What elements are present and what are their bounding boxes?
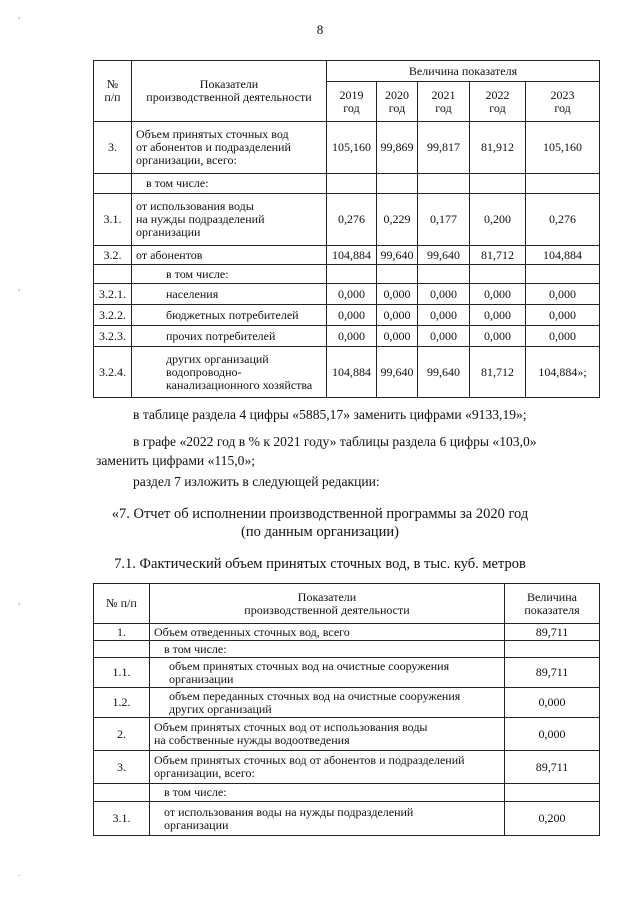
row-number: 1.2. [94,688,150,718]
row-indicator: от использования воды на нужды подразделений организации [150,802,505,836]
row-value: 0,177 [418,194,470,246]
row-indicator: объем переданных сточных вод на очистные сооружения других организаций [150,688,505,718]
row-indicator: Объем принятых сточных вод от использования воды на собственные нужды водоотведения [150,718,505,751]
table-row [94,246,600,265]
row-value: 0,000 [418,305,470,326]
table-row [94,122,600,174]
scan-mark: . [18,868,21,878]
row-value: 0,000 [418,326,470,347]
row-value: 0,000 [526,326,600,347]
header-year: 2019 год [327,82,377,122]
row-indicator: от использования воды на нужды подразделений организации [132,194,327,246]
section-heading: «7. Отчет об исполнении производственной программы за 2020 год [111,506,529,522]
row-number: 3.2.2. [94,305,132,326]
row-value: 0,000 [327,305,377,326]
row-indicator: населения [132,284,327,305]
row-value [377,174,418,194]
header-indicator: Показатели производственной деятельности [150,584,505,624]
row-number: 3.2.4. [94,347,132,398]
row-indicator: Объем принятых сточных вод от абонентов и подразделений организации, всего: [132,122,327,174]
paragraph: раздел 7 изложить в следующей редакции: [133,474,380,489]
row-number: 3.1. [94,194,132,246]
table-row [94,784,600,802]
row-value: 104,884 [526,246,600,265]
table-row [94,718,600,751]
row-value: 0,000 [470,326,526,347]
production-indicators-table [93,60,600,398]
row-number [94,784,150,802]
paragraph: в таблице раздела 4 цифры «5885,17» заменить цифрами «9133,19»; [133,407,527,422]
row-indicator: в том числе: [132,265,327,284]
row-value: 0,000 [377,284,418,305]
row-value: 99,869 [377,122,418,174]
row-indicator: от абонентов [132,246,327,265]
row-value [377,265,418,284]
row-indicator: Объем отведенных сточных вод, всего [150,624,505,641]
row-value: 0,000 [377,305,418,326]
table-row [94,688,600,718]
row-number: 1.1. [94,658,150,688]
subsection-heading: 7.1. Фактический объем принятых сточных вод, в тыс. куб. метров [114,556,526,572]
paragraph: в графе «2022 год в % к 2021 году» таблицы раздела 6 цифры «103,0» [133,434,537,449]
row-value: 105,160 [327,122,377,174]
row-value: 81,912 [470,122,526,174]
page-number: 8 [316,22,324,37]
row-indicator: Объем принятых сточных вод от абонентов и подразделений организации, всего: [150,751,505,784]
table-row [94,194,600,246]
row-value: 0,000 [505,718,600,751]
scan-mark: , [18,596,21,606]
row-value: 0,000 [327,326,377,347]
row-number: 3.2.3. [94,326,132,347]
row-value: 104,884 [327,347,377,398]
section-subheading: (по данным организации) [240,524,399,540]
row-value [327,265,377,284]
row-indicator: в том числе: [150,641,505,658]
row-value: 0,000 [505,688,600,718]
row-value [470,174,526,194]
row-value: 0,000 [526,305,600,326]
row-value: 89,711 [505,751,600,784]
row-value [418,265,470,284]
row-number: 1. [94,624,150,641]
row-value [526,265,600,284]
row-value [505,784,600,802]
table-row [94,265,600,284]
row-value: 99,640 [377,246,418,265]
row-value: 89,711 [505,624,600,641]
row-value: 0,200 [505,802,600,836]
row-value: 0,200 [470,194,526,246]
row-value: 0,000 [470,284,526,305]
row-value: 99,640 [418,246,470,265]
scan-mark: , [18,282,21,292]
row-value: 105,160 [526,122,600,174]
row-number [94,641,150,658]
wastewater-volume-table [93,583,600,836]
row-number: 3.2.1. [94,284,132,305]
row-value: 0,000 [470,305,526,326]
row-value: 81,712 [470,347,526,398]
row-value [327,174,377,194]
table-row [94,174,600,194]
table-row [94,305,600,326]
table-row [94,751,600,784]
row-value [418,174,470,194]
row-value: 0,000 [327,284,377,305]
row-number: 3. [94,122,132,174]
table-row [94,658,600,688]
row-value: 0,276 [327,194,377,246]
paragraph: заменить цифрами «115,0»; [96,453,256,468]
row-value [505,641,600,658]
row-value [470,265,526,284]
row-value: 99,640 [418,347,470,398]
row-number: 3.1. [94,802,150,836]
row-value: 99,640 [377,347,418,398]
table-row [94,347,600,398]
row-value: 0,229 [377,194,418,246]
row-value: 81,712 [470,246,526,265]
header-num: № п/п [94,584,150,624]
row-indicator: объем принятых сточных вод на очистные сооружения организации [150,658,505,688]
row-value: 0,000 [377,326,418,347]
row-value: 89,711 [505,658,600,688]
row-indicator: бюджетных потребителей [132,305,327,326]
header-year: 2020 год [377,82,418,122]
table-row [94,326,600,347]
row-value: 104,884»; [526,347,600,398]
row-value [526,174,600,194]
header-value-title: Величина показателя [327,61,600,82]
row-indicator: прочих потребителей [132,326,327,347]
header-num: № п/п [94,61,132,122]
table-row [94,624,600,641]
row-indicator: в том числе: [132,174,327,194]
header-year: 2023 год [526,82,600,122]
row-number [94,265,132,284]
table-row [94,284,600,305]
row-indicator: других организаций водопроводно- канализационного хозяйства [132,347,327,398]
row-value: 0,000 [418,284,470,305]
header-year: 2022 год [470,82,526,122]
table-row [94,802,600,836]
row-value: 0,000 [526,284,600,305]
row-value: 99,817 [418,122,470,174]
row-number [94,174,132,194]
row-number: 3.2. [94,246,132,265]
header-value: Величина показателя [505,584,600,624]
header-indicator: Показатели производственной деятельности [132,61,327,122]
row-number: 2. [94,718,150,751]
row-value: 104,884 [327,246,377,265]
row-value: 0,276 [526,194,600,246]
header-year: 2021 год [418,82,470,122]
table-row [94,641,600,658]
scan-mark: , [18,10,21,20]
row-number: 3. [94,751,150,784]
row-indicator: в том числе: [150,784,505,802]
